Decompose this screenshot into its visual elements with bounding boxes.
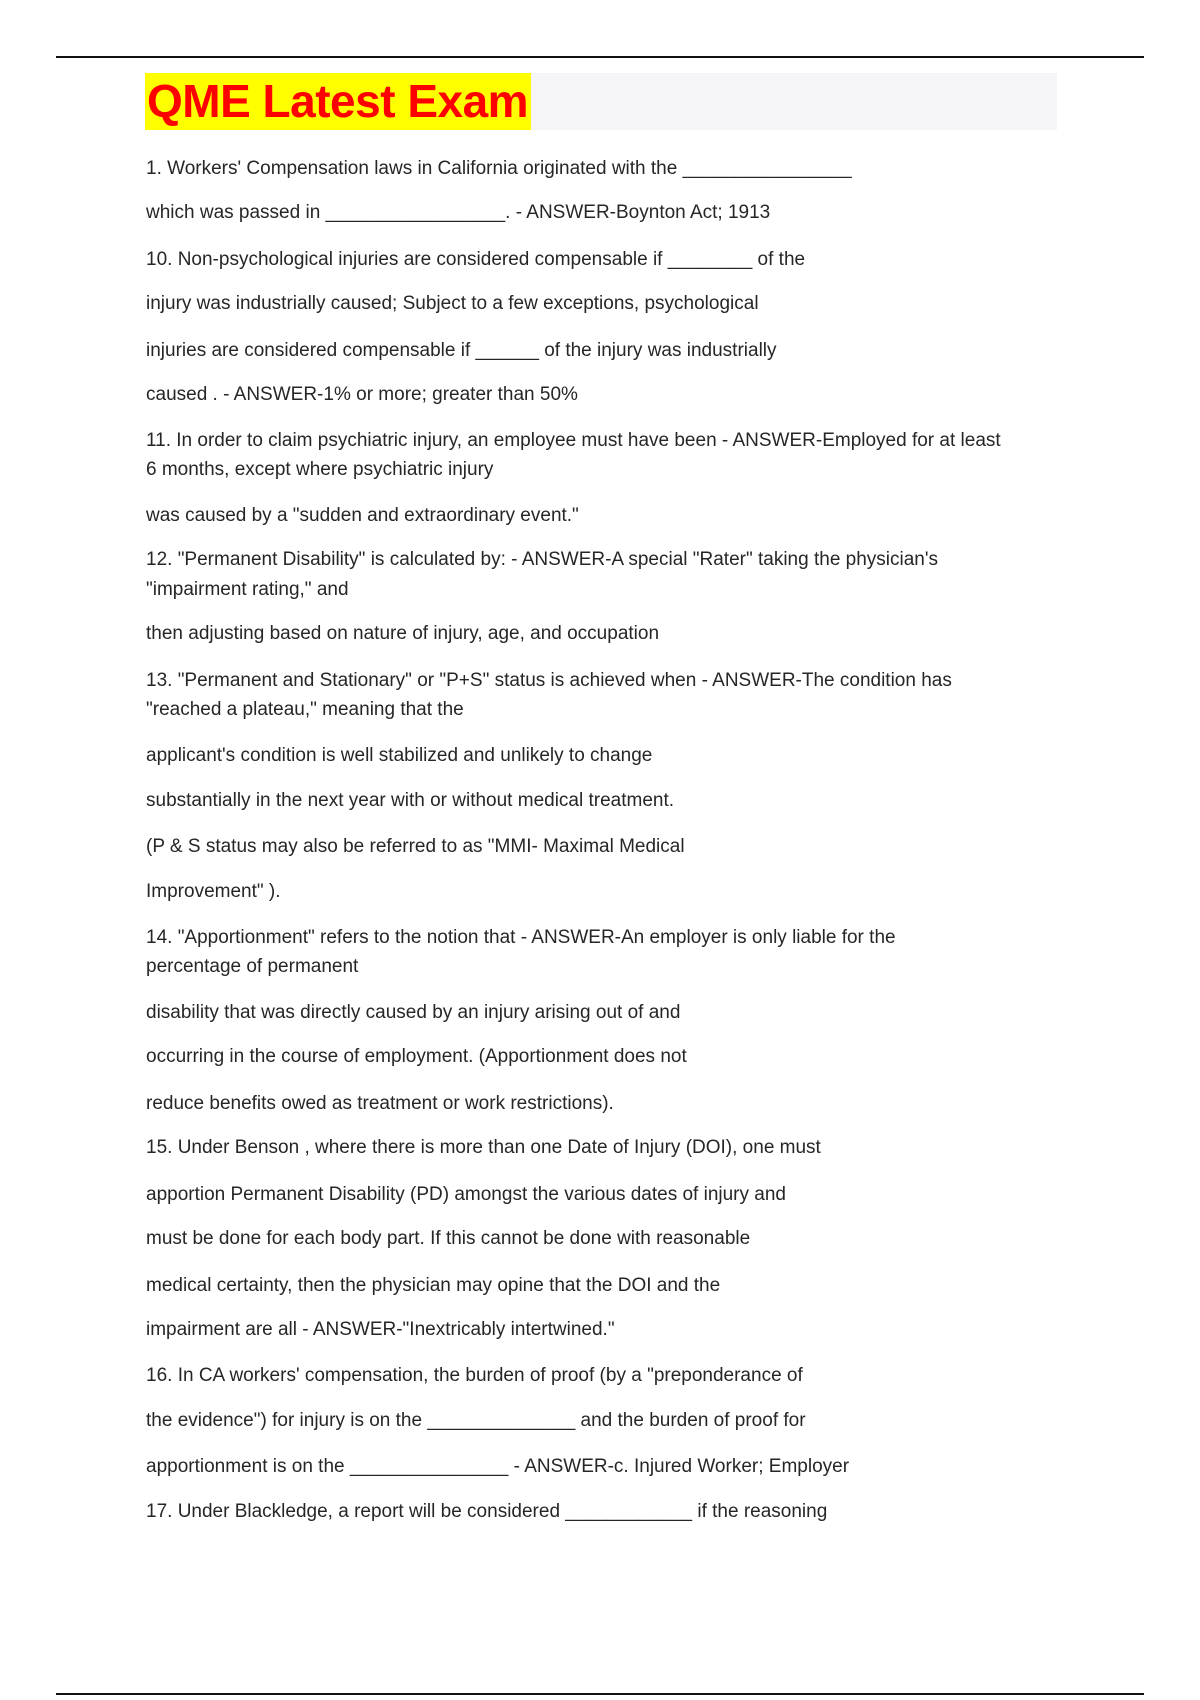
- text-line: (P & S status may also be referred to as "MMI- Maximal Medical: [146, 836, 685, 857]
- text-line: apportion Permanent Disability (PD) amongst the various dates of injury and: [146, 1184, 786, 1205]
- text-line: medical certainty, then the physician may opine that the DOI and the: [146, 1275, 721, 1296]
- text-line: 11. In order to claim psychiatric injury, an employee must have been - ANSWER-Employed for at least: [146, 430, 1001, 451]
- text-line: reduce benefits owed as treatment or work restrictions).: [146, 1093, 614, 1114]
- text-line: 15. Under Benson , where there is more than one Date of Injury (DOI), one must: [146, 1137, 821, 1158]
- bottom-rule: [56, 1693, 1144, 1695]
- text-line: applicant's condition is well stabilized and unlikely to change: [146, 745, 653, 766]
- text-line: 16. In CA workers' compensation, the burden of proof (by a "preponderance of: [146, 1365, 803, 1386]
- document-title: QME Latest Exam: [145, 73, 531, 130]
- text-line: caused . - ANSWER-1% or more; greater than 50%: [146, 384, 578, 405]
- text-line: injuries are considered compensable if ______ of the injury was industrially: [146, 340, 777, 361]
- text-line: then adjusting based on nature of injury, age, and occupation: [146, 623, 660, 644]
- top-rule: [56, 56, 1144, 58]
- text-line: which was passed in _________________. - ANSWER-Boynton Act; 1913: [146, 202, 771, 223]
- text-line: 1. Workers' Compensation laws in California originated with the ________________: [146, 158, 852, 179]
- text-line: 12. "Permanent Disability" is calculated by: - ANSWER-A special "Rater" taking the physician's: [146, 549, 938, 570]
- text-line: 13. "Permanent and Stationary" or "P+S" status is achieved when - ANSWER-The condition has: [146, 670, 952, 691]
- text-line: impairment are all - ANSWER-"Inextricably intertwined.": [146, 1319, 615, 1340]
- text-line: Improvement" ).: [146, 881, 281, 902]
- text-line: disability that was directly caused by an injury arising out of and: [146, 1002, 681, 1023]
- text-line: "reached a plateau," meaning that the: [146, 699, 464, 720]
- text-line: apportionment is on the _______________ - ANSWER-c. Injured Worker; Employer: [146, 1456, 850, 1477]
- text-line: 10. Non-psychological injuries are considered compensable if ________ of the: [146, 249, 806, 270]
- text-line: occurring in the course of employment. (Apportionment does not: [146, 1046, 687, 1067]
- text-line: substantially in the next year with or without medical treatment.: [146, 790, 675, 811]
- text-line: injury was industrially caused; Subject to a few exceptions, psychological: [146, 293, 759, 314]
- text-line: must be done for each body part. If this cannot be done with reasonable: [146, 1228, 751, 1249]
- text-line: "impairment rating," and: [146, 579, 349, 600]
- text-line: 14. "Apportionment" refers to the notion that - ANSWER-An employer is only liable for the: [146, 927, 896, 948]
- text-line: was caused by a "sudden and extraordinary event.": [146, 505, 579, 526]
- text-line: percentage of permanent: [146, 956, 359, 977]
- text-line: the evidence") for injury is on the ______________ and the burden of proof for: [146, 1410, 806, 1431]
- text-line: 17. Under Blackledge, a report will be considered ____________ if the reasoning: [146, 1501, 828, 1522]
- text-line: 6 months, except where psychiatric injury: [146, 459, 494, 480]
